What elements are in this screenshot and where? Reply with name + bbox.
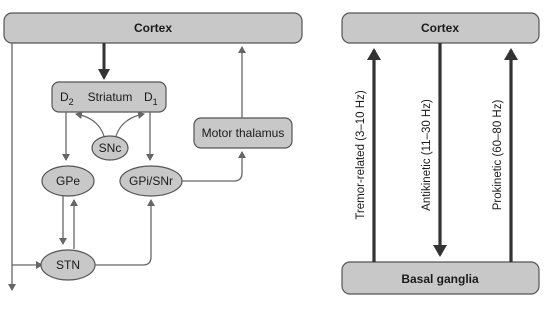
right-cortex-label: Cortex — [420, 21, 460, 35]
snc-label: SNc — [98, 141, 122, 155]
snc-to-d1-arrow — [116, 114, 144, 136]
d1-label: $D_1$ — [144, 90, 158, 107]
stn-label: STN — [56, 258, 80, 272]
right-cortex-node — [342, 13, 539, 43]
gpe-node — [42, 166, 94, 196]
basal-ganglia-label: Basal ganglia — [401, 272, 479, 286]
gpi-snr-label: GPi/SNr — [128, 174, 174, 188]
gpe-label: GPe — [55, 174, 81, 188]
striatum-node — [52, 82, 166, 112]
stn-node — [41, 250, 95, 280]
motor-thalamus-node — [194, 118, 292, 148]
basal-ganglia-node — [342, 262, 539, 294]
left-cortex-node — [4, 13, 302, 43]
snc-to-d2-arrow — [76, 114, 104, 136]
stn-to-gpi-arrow — [95, 200, 151, 265]
striatum-label: Striatum — [87, 90, 133, 104]
prokinetic-label: Prokinetic (60–80 Hz) — [492, 99, 504, 211]
tremor-label: Tremor-related (3–10 Hz) — [355, 90, 367, 220]
d2-label: $D_2$ — [60, 90, 74, 107]
left-cortex-label: Cortex — [133, 21, 173, 35]
motor-thalamus-label: Motor thalamus — [201, 126, 285, 140]
antikinetic-label: Antikinetic (11–30 Hz) — [421, 99, 433, 211]
gpi-snr-node — [120, 166, 182, 196]
gpi-to-thalamus-arrow — [182, 152, 242, 181]
snc-node — [92, 136, 128, 160]
